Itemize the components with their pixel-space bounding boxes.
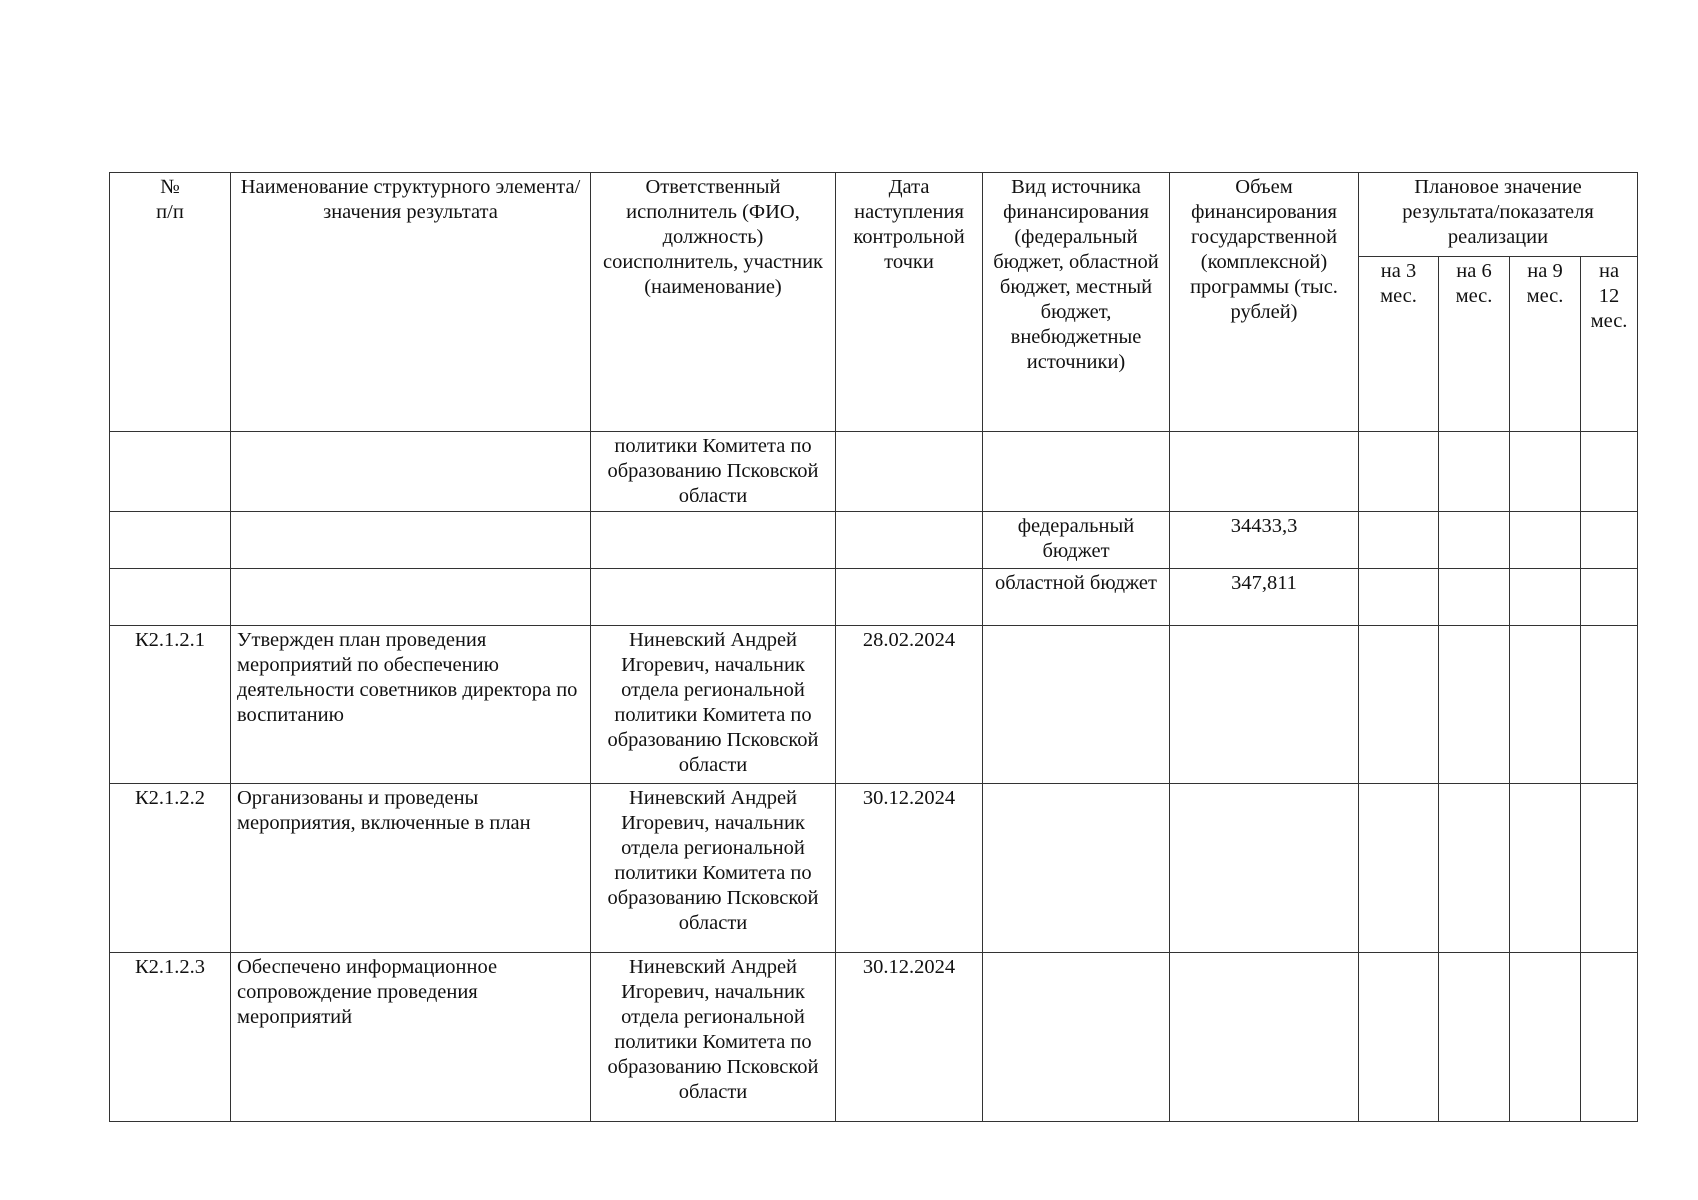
row-12-months bbox=[1581, 512, 1638, 569]
row-3-months bbox=[1359, 512, 1439, 569]
row-number: К2.1.2.1 bbox=[110, 626, 231, 784]
row-number bbox=[110, 569, 231, 626]
table-row bbox=[110, 432, 1638, 512]
row-12-months bbox=[1581, 432, 1638, 512]
row-9-months bbox=[1510, 432, 1581, 512]
row-responsible bbox=[591, 569, 836, 626]
row-6-months bbox=[1439, 569, 1510, 626]
row-12-months bbox=[1581, 953, 1638, 1122]
row-date bbox=[836, 569, 983, 626]
row-3-months bbox=[1359, 432, 1439, 512]
row-3-months bbox=[1359, 626, 1439, 784]
table-row bbox=[110, 626, 1638, 784]
header-funding-volume: Объем финансирования государственной (комплексной) программы (тыс. рублей) bbox=[1170, 173, 1359, 432]
row-responsible: Ниневский Андрей Игоревич, начальник отдела региональной политики Комитета по образованию Псковской области bbox=[591, 626, 836, 784]
row-funding-volume bbox=[1170, 784, 1359, 953]
row-name: Организованы и проведены мероприятия, включенные в план bbox=[231, 784, 591, 953]
row-funding-volume bbox=[1170, 432, 1359, 512]
row-number: К2.1.2.3 bbox=[110, 953, 231, 1122]
header-date: Дата наступления контрольной точки bbox=[836, 173, 983, 432]
program-table bbox=[109, 172, 1638, 1122]
row-3-months bbox=[1359, 953, 1439, 1122]
row-funding-source: областной бюджет bbox=[983, 569, 1170, 626]
row-6-months bbox=[1439, 953, 1510, 1122]
header-responsible: Ответственный исполнитель (ФИО, должность) соисполнитель, участник (наименование) bbox=[591, 173, 836, 432]
row-funding-volume: 347,811 bbox=[1170, 569, 1359, 626]
row-funding-volume: 34433,3 bbox=[1170, 512, 1359, 569]
row-3-months bbox=[1359, 784, 1439, 953]
row-funding-volume bbox=[1170, 626, 1359, 784]
row-6-months bbox=[1439, 512, 1510, 569]
row-number bbox=[110, 432, 231, 512]
row-6-months bbox=[1439, 432, 1510, 512]
row-date bbox=[836, 512, 983, 569]
row-funding-source bbox=[983, 432, 1170, 512]
row-responsible: Ниневский Андрей Игоревич, начальник отдела региональной политики Комитета по образованию Псковской области bbox=[591, 953, 836, 1122]
row-date: 28.02.2024 bbox=[836, 626, 983, 784]
row-name bbox=[231, 569, 591, 626]
header-number: № п/п bbox=[110, 173, 231, 432]
row-9-months bbox=[1510, 953, 1581, 1122]
row-name: Обеспечено информационное сопровождение проведения мероприятий bbox=[231, 953, 591, 1122]
row-funding-source bbox=[983, 784, 1170, 953]
row-number bbox=[110, 512, 231, 569]
row-9-months bbox=[1510, 512, 1581, 569]
table-row bbox=[110, 569, 1638, 626]
row-date: 30.12.2024 bbox=[836, 953, 983, 1122]
row-12-months bbox=[1581, 569, 1638, 626]
row-12-months bbox=[1581, 784, 1638, 953]
row-3-months bbox=[1359, 569, 1439, 626]
row-6-months bbox=[1439, 626, 1510, 784]
table-row bbox=[110, 512, 1638, 569]
row-funding-volume bbox=[1170, 953, 1359, 1122]
header-9-months: на 9 мес. bbox=[1510, 257, 1581, 432]
row-9-months bbox=[1510, 784, 1581, 953]
header-12-months: на 12 мес. bbox=[1581, 257, 1638, 432]
row-9-months bbox=[1510, 569, 1581, 626]
row-date bbox=[836, 432, 983, 512]
row-responsible bbox=[591, 512, 836, 569]
row-funding-source: федеральный бюджет bbox=[983, 512, 1170, 569]
row-6-months bbox=[1439, 784, 1510, 953]
row-name bbox=[231, 432, 591, 512]
row-9-months bbox=[1510, 626, 1581, 784]
row-date: 30.12.2024 bbox=[836, 784, 983, 953]
header-6-months: на 6 мес. bbox=[1439, 257, 1510, 432]
header-3-months: на 3 мес. bbox=[1359, 257, 1439, 432]
row-name: Утвержден план проведения мероприятий по обеспечению деятельности советников директора по воспитанию bbox=[231, 626, 591, 784]
row-number: К2.1.2.2 bbox=[110, 784, 231, 953]
row-responsible: политики Комитета по образованию Псковской области bbox=[591, 432, 836, 512]
row-name bbox=[231, 512, 591, 569]
header-planned-value: Плановое значение результата/показателя реализации bbox=[1359, 173, 1638, 257]
table-row bbox=[110, 953, 1638, 1122]
row-12-months bbox=[1581, 626, 1638, 784]
header-name: Наименование структурного элемента/ значения результата bbox=[231, 173, 591, 432]
row-responsible: Ниневский Андрей Игоревич, начальник отдела региональной политики Комитета по образованию Псковской области bbox=[591, 784, 836, 953]
table-row bbox=[110, 784, 1638, 953]
header-funding-source: Вид источника финансирования (федеральный бюджет, областной бюджет, местный бюджет, внебюджетные источники) bbox=[983, 173, 1170, 432]
row-funding-source bbox=[983, 626, 1170, 784]
row-funding-source bbox=[983, 953, 1170, 1122]
